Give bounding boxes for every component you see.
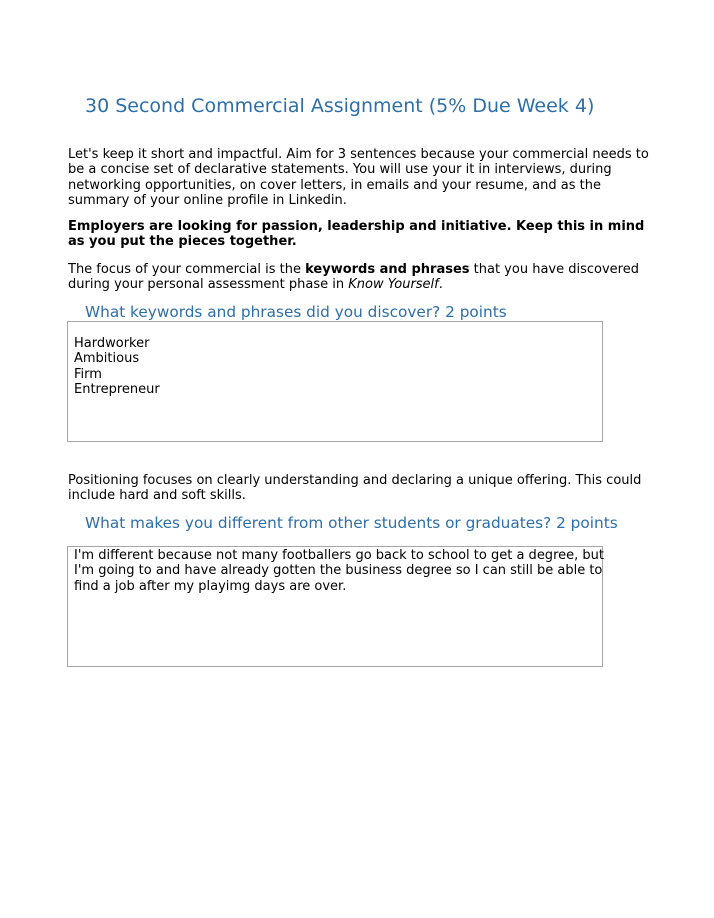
focus-text-start: The focus of your commercial is the xyxy=(68,262,306,277)
know-yourself-italic: Know Yourself xyxy=(348,277,439,293)
intro-paragraph: Let's keep it short and impactful. Aim for 3 sentences because your commercial needs to be a concise set of declarative statements. You will use your it in interviews, during networking opportunities, on cover letters, in emails and your resume, and as the summary of your online profile in Linkedin. xyxy=(68,147,649,208)
question-1-heading: What keywords and phrases did you discover? 2 points xyxy=(85,303,507,321)
focus-text-middle: that you have discovered during your personal assessment phase in xyxy=(68,262,639,293)
focus-text-end: . xyxy=(438,277,443,293)
assignment-title: 30 Second Commercial Assignment (5% Due Week 4) xyxy=(85,95,595,117)
keyword-answer-2: Ambitious xyxy=(74,351,140,367)
keyword-answer-4: Entrepreneur xyxy=(74,382,160,398)
difference-answer-line-2: I'm going to and have already gotten the business degree so I can still be able to xyxy=(74,563,603,579)
difference-answer-line-3: find a job after my playimg days are over. xyxy=(74,578,347,594)
positioning-paragraph: Positioning focuses on clearly understanding and declaring a unique offering. This could include hard and soft skills. xyxy=(68,473,642,504)
difference-answer-line-1: I'm different because not many footballers go back to school to get a degree, but xyxy=(74,548,604,563)
keyword-answer-1: Hardworker xyxy=(74,336,150,351)
focus-paragraph xyxy=(68,262,650,293)
keywords-answer-box[interactable] xyxy=(67,321,603,442)
question-2-heading: What makes you different from other students or graduates? 2 points xyxy=(85,514,618,532)
difference-answer-box[interactable] xyxy=(67,546,603,667)
focus-keywords-bold: keywords and phrases xyxy=(305,262,470,277)
keyword-answer-3: Firm xyxy=(74,366,102,382)
emphasis-paragraph: Employers are looking for passion, leadership and initiative. Keep this in mind as you put the pieces together. xyxy=(68,219,645,250)
